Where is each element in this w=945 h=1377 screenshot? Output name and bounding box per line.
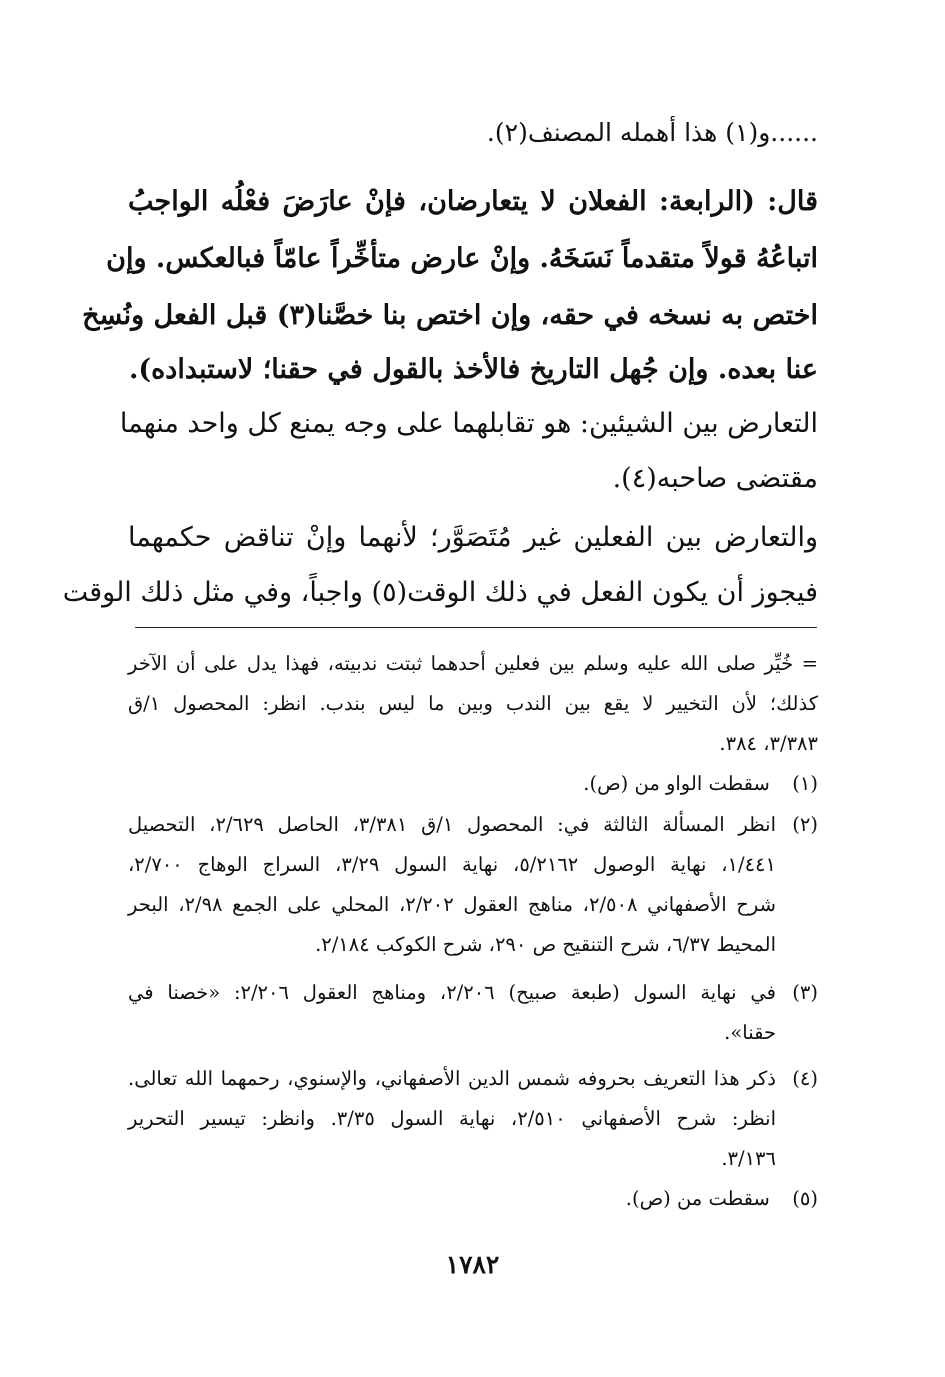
footnote-text: ٣/١٣٦.	[721, 1147, 776, 1170]
matn-line: قال: (الرابعة: الفعلان لا يتعارضان، فإنْ عارَضَ فعْلُه الواجبُ	[128, 186, 818, 217]
sharh-line: مقتضى صاحبه(٤).	[612, 463, 818, 494]
footnote-1	[128, 772, 818, 795]
footnote-text: حقنا».	[724, 1021, 776, 1044]
footnote-divider	[135, 627, 817, 628]
footnote-number: (١)	[792, 772, 818, 795]
footnote-text: انظر المسألة الثالثة في: المحصول ١/ق ٣/٣٨١، الحاصل ٢/٦٢٩، التحصيل	[128, 813, 776, 836]
matn-line: اتباعُهُ قولاً متقدماً نَسَخَهُ. وإنْ عارض متأخِّراً عامّاً فبالعكس. وإن	[106, 243, 818, 274]
footnote-text: في نهاية السول (طبعة صبيح) ٢/٢٠٦، ومناهج العقول ٢/٢٠٦: «خصنا في	[128, 981, 776, 1004]
footnote-3	[128, 981, 818, 1004]
footnote-4	[128, 1067, 818, 1090]
footnote-text: المحيط ٦/٣٧، شرح التنقيح ص ٢٩٠، شرح الكوكب ٢/١٨٤.	[315, 933, 776, 956]
footnote-2-line	[128, 933, 818, 956]
footnote-4-line	[128, 1147, 818, 1170]
footnote-line: كذلك؛ لأن التخيير لا يقع بين الندب وبين ما ليس بندب. انظر: المحصول ١/ق	[128, 692, 818, 715]
footnote-number: (٢)	[792, 813, 818, 836]
matn-line: عنا بعده. وإن جُهل التاريخ فالأخذ بالقول في حقنا؛ لاستبداده).	[128, 354, 818, 385]
footnote-line: = خُيِّر صلى الله عليه وسلم بين فعلين أحدهما ثبتت ندبيته، فهذا يدل على أن الآخر	[128, 652, 818, 675]
footnote-number: (٣)	[792, 981, 818, 1004]
page-number: ١٧٨٢	[445, 1250, 500, 1279]
sharh-line: والتعارض بين الفعلين غير مُتَصَوَّر؛ لأنهما وإنْ تناقض حكمهما	[128, 522, 818, 553]
footnote-text: سقطت الواو من (ص).	[583, 772, 770, 795]
footnote-number: (٥)	[792, 1187, 818, 1210]
header-line: ......و(١) هذا أهمله المصنف(٢).	[486, 118, 818, 147]
footnote-text: سقطت من (ص).	[625, 1187, 770, 1210]
footnote-2	[128, 813, 818, 836]
footnote-2-line	[128, 893, 818, 916]
footnote-number: (٤)	[792, 1067, 818, 1090]
footnote-4-line	[128, 1107, 818, 1130]
matn-line: اختص به نسخه في حقه، وإن اختص بنا خصَّنا(٣) قبل الفعل ونُسِخ	[82, 300, 818, 331]
sharh-line: التعارض بين الشيئين: هو تقابلهما على وجه يمنع كل واحد منهما	[119, 408, 818, 439]
footnote-3-line	[128, 1021, 818, 1044]
sharh-line: فيجوز أن يكون الفعل في ذلك الوقت(٥) واجباً، وفي مثل ذلك الوقت	[62, 577, 818, 608]
footnote-5	[128, 1187, 818, 1210]
footnote-text: انظر: شرح الأصفهاني ٢/٥١٠، نهاية السول ٣/٣٥. وانظر: تيسير التحرير	[128, 1107, 776, 1130]
footnote-2-line	[128, 853, 818, 876]
footnote-line: ٣/٣٨٣، ٣٨٤.	[719, 732, 818, 755]
footnote-text: ذكر هذا التعريف بحروفه شمس الدين الأصفهاني، والإسنوي، رحمهما الله تعالى.	[128, 1067, 776, 1090]
footnote-text: شرح الأصفهاني ٢/٥٠٨، مناهج العقول ٢/٢٠٢، المحلي على الجمع ٢/٩٨، البحر	[128, 893, 776, 916]
footnote-text: ١/٤٤١، نهاية الوصول ٥/٢١٦٢، نهاية السول ٣/٢٩، السراج الوهاج ٢/٧٠٠،	[128, 853, 776, 876]
